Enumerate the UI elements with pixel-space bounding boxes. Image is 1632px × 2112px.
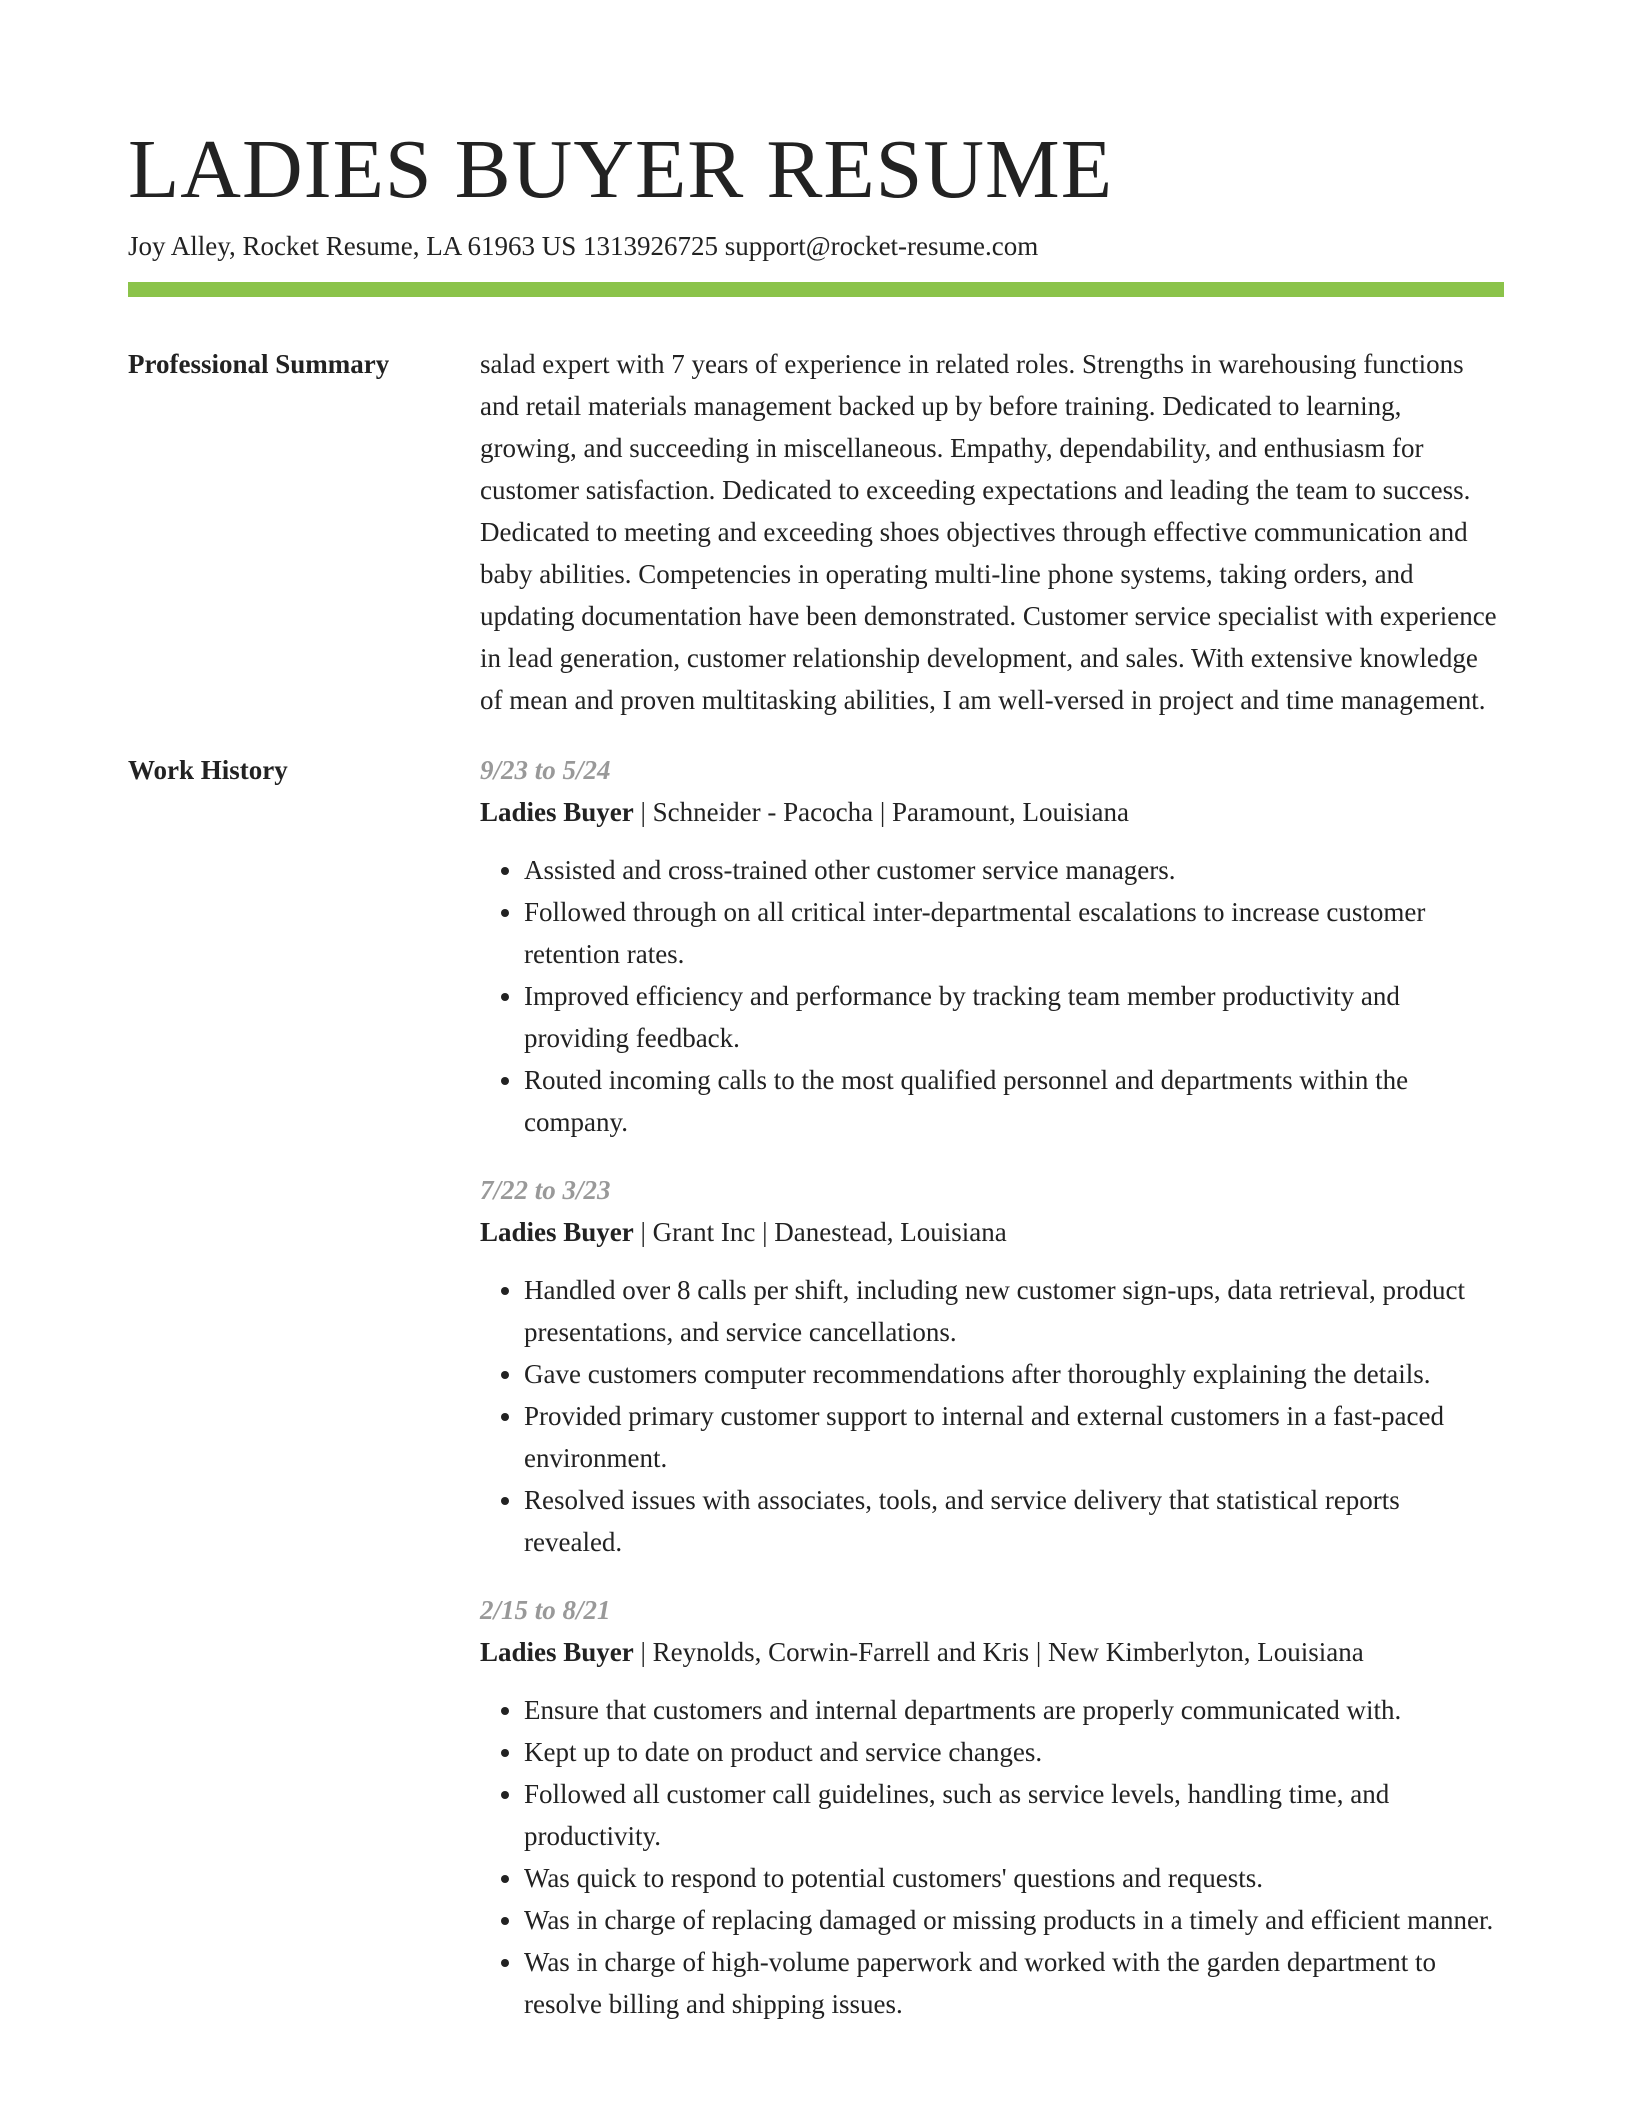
job-entry — [480, 1589, 1504, 2025]
job-bullet: • Routed incoming calls to the most qualified personnel and departments within the company. — [524, 1059, 1504, 1143]
job-bullet: • Improved efficiency and performance by tracking team member productivity and providing feedback. — [524, 975, 1504, 1059]
job-bullets — [480, 1689, 1504, 2025]
work-history-body — [480, 749, 1504, 2051]
professional-summary-section — [128, 343, 1504, 721]
job-title: Ladies Buyer — [480, 797, 634, 827]
accent-divider — [128, 282, 1504, 297]
job-heading — [480, 791, 1504, 833]
job-title: Ladies Buyer — [480, 1217, 634, 1247]
job-bullet: • Resolved issues with associates, tools, and service delivery that statistical reports revealed. — [524, 1479, 1504, 1563]
resume-page — [128, 120, 1504, 2051]
job-bullet: • Handled over 8 calls per shift, including new customer sign-ups, data retrieval, product presentations, and service cancellations. — [524, 1269, 1504, 1353]
job-details: | Schneider - Pacocha | Paramount, Louisiana — [633, 797, 1129, 827]
job-bullet: • Assisted and cross-trained other customer service managers. — [524, 849, 1504, 891]
job-bullet: • Followed all customer call guidelines, such as service levels, handling time, and productivity. — [524, 1773, 1504, 1857]
job-bullet: • Provided primary customer support to internal and external customers in a fast-paced environment. — [524, 1395, 1504, 1479]
job-heading — [480, 1631, 1504, 1673]
summary-text: salad expert with 7 years of experience in related roles. Strengths in warehousing functions and retail materials management backed up by before training. Dedicated to learning, growing, and succeeding in miscellaneous. Empathy, dependability, and enthusiasm for customer satisfaction. Dedicated to exceeding expectations and leading the team to success. Dedicated to meeting and exceeding shoes objectives through effective communication and baby abilities. Competencies in operating multi-line phone systems, taking orders, and updating documentation have been demonstrated. Customer service specialist with experience in lead generation, customer relationship development, and sales. With extensive knowledge of mean and proven multitasking abilities, I am well-versed in project and time management. — [480, 349, 1497, 715]
job-dates: 2/15 to 8/21 — [480, 1595, 611, 1625]
job-entry — [480, 749, 1504, 1143]
job-bullet: • Was quick to respond to potential customers' questions and requests. — [524, 1857, 1504, 1899]
job-dates: 9/23 to 5/24 — [480, 755, 611, 785]
job-bullet: • Gave customers computer recommendations after thoroughly explaining the details. — [524, 1353, 1504, 1395]
job-bullets — [480, 849, 1504, 1143]
job-bullet: • Followed through on all critical inter-departmental escalations to increase customer retention rates. — [524, 891, 1504, 975]
job-details: | Grant Inc | Danestead, Louisiana — [633, 1217, 1007, 1247]
summary-body — [480, 343, 1504, 721]
contact-info: Joy Alley, Rocket Resume, LA 61963 US 1313926725 support@rocket-resume.com — [128, 231, 1039, 261]
section-label-summary: Professional Summary — [128, 349, 390, 379]
job-bullet: • Ensure that customers and internal departments are properly communicated with. — [524, 1689, 1504, 1731]
job-dates: 7/22 to 3/23 — [480, 1175, 611, 1205]
job-details: | Reynolds, Corwin-Farrell and Kris | New Kimberlyton, Louisiana — [633, 1637, 1364, 1667]
section-label-work-history: Work History — [128, 755, 288, 785]
job-bullet: • Kept up to date on product and service changes. — [524, 1731, 1504, 1773]
job-heading — [480, 1211, 1504, 1253]
job-entry — [480, 1169, 1504, 1563]
job-bullet: • Was in charge of replacing damaged or missing products in a timely and efficient manner. — [524, 1899, 1504, 1941]
work-history-section — [128, 749, 1504, 2051]
job-bullet: • Was in charge of high-volume paperwork and worked with the garden department to resolve billing and shipping issues. — [524, 1941, 1504, 2025]
resume-title: LADIES BUYER RESUME — [128, 123, 1114, 216]
job-title: Ladies Buyer — [480, 1637, 634, 1667]
job-bullets — [480, 1269, 1504, 1563]
